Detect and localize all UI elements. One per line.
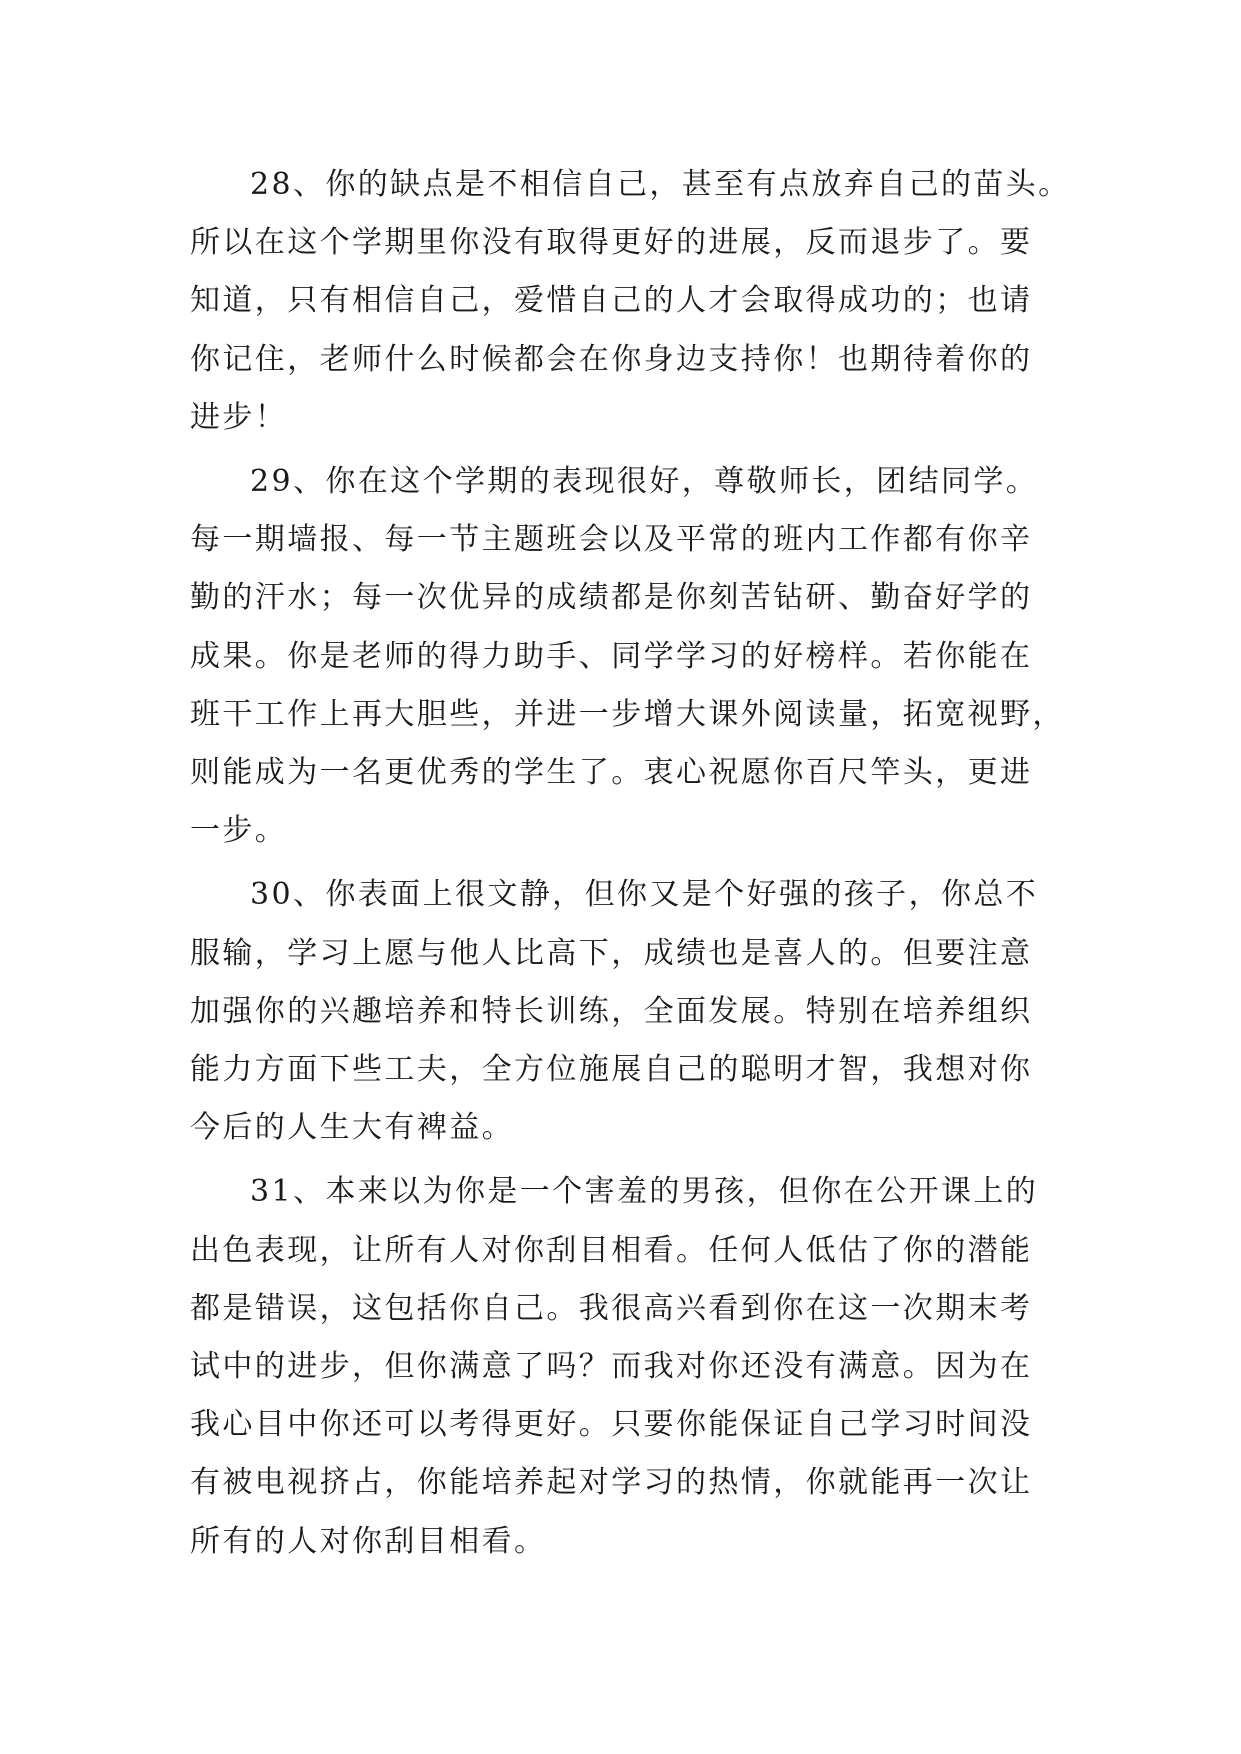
comment-paragraph-30 <box>190 866 1070 1157</box>
paragraph-line: 知道，只有相信自己，爱惜自己的人才会取得成功的；也请 <box>190 283 1033 319</box>
comment-paragraph-29 <box>190 453 1070 860</box>
paragraph-line: 进步！ <box>190 399 288 435</box>
paragraph-line: 加强你的兴趣培养和特长训练，全面发展。特别在培养组织 <box>190 993 1033 1029</box>
paragraph-line: 所有的人对你刮目相看。 <box>190 1523 547 1559</box>
paragraph-line: 今后的人生大有裨益。 <box>190 1110 514 1146</box>
paragraph-line: 31、本来以为你是一个害羞的男孩，但你在公开课上的 <box>250 1174 1039 1210</box>
paragraph-line: 28、你的缺点是不相信自己，甚至有点放弃自己的苗头。 <box>250 167 1071 202</box>
paragraph-line: 30、你表面上很文静，但你又是个好强的孩子，你总不 <box>250 877 1039 913</box>
paragraph-line: 你记住，老师什么时候都会在你身边支持你！也期待着你的 <box>190 341 1033 377</box>
paragraph-line: 出色表现，让所有人对你刮目相看。任何人低估了你的潜能 <box>190 1232 1033 1268</box>
paragraph-line: 每一期墙报、每一节主题班会以及平常的班内工作都有你辛 <box>190 522 1033 558</box>
paragraph-line: 有被电视挤占，你能培养起对学习的热情，你就能再一次让 <box>190 1465 1033 1501</box>
paragraph-line: 班干工作上再大胆些，并进一步增大课外阅读量，拓宽视野， <box>190 696 1065 732</box>
document-page <box>190 156 1070 1577</box>
paragraph-line: 则能成为一名更优秀的学生了。衷心祝愿你百尺竿头，更进 <box>190 755 1033 791</box>
paragraph-line: 我心目中你还可以考得更好。只要你能保证自己学习时间没 <box>190 1407 1033 1443</box>
comment-paragraph-28 <box>190 156 1070 447</box>
paragraph-line: 所以在这个学期里你没有取得更好的进展，反而退步了。要 <box>190 225 1033 261</box>
paragraph-line: 29、你在这个学期的表现很好，尊敬师长，团结同学。 <box>250 464 1039 500</box>
paragraph-line: 试中的进步，但你满意了吗？而我对你还没有满意。因为在 <box>190 1349 1033 1385</box>
paragraph-line: 能力方面下些工夫，全方位施展自己的聪明才智，我想对你 <box>190 1052 1033 1088</box>
paragraph-line: 一步。 <box>190 813 288 849</box>
comment-paragraph-31 <box>190 1163 1070 1570</box>
paragraph-line: 服输，学习上愿与他人比高下，成绩也是喜人的。但要注意 <box>190 935 1033 971</box>
paragraph-line: 勤的汗水；每一次优异的成绩都是你刻苦钻研、勤奋好学的 <box>190 580 1033 616</box>
paragraph-line: 成果。你是老师的得力助手、同学学习的好榜样。若你能在 <box>190 638 1033 674</box>
paragraph-line: 都是错误，这包括你自己。我很高兴看到你在这一次期末考 <box>190 1290 1033 1326</box>
